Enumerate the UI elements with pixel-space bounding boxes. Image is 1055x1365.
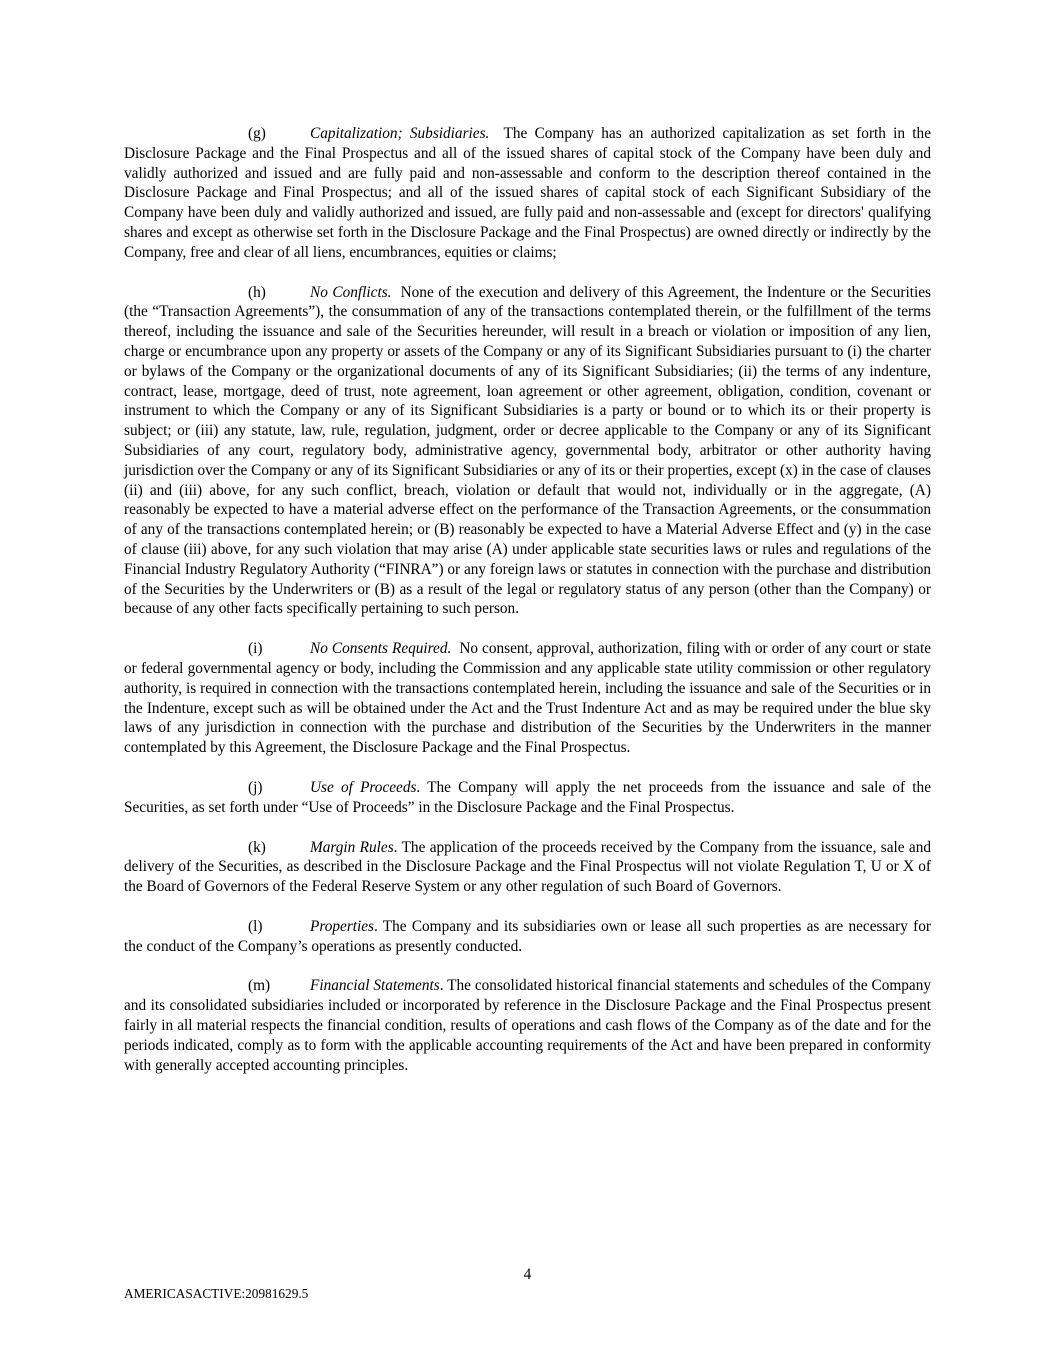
paragraph-number: (m) — [248, 977, 271, 995]
paragraph-number: (h) — [248, 283, 266, 301]
paragraph-number: (g) — [248, 125, 266, 142]
paragraph-text: None of the execution and delivery of this Agreement, the Indenture or the Securities (the “Transaction Agreements”), the consummation of any of the transactions contemplated therein, or the fulfillment of the terms thereof, including the issuance and sale of the Securities hereunder, will result in a breach or violation or imposition of any lien, charge or encumbrance upon any property or assets of the Company or any of its Significant Subsidiaries pursuant to (i) the charter or bylaws of the Company or the organizational documents of any of its Significant Subsidiaries; (ii) the terms of any indenture, contract, lease, mortgage, deed of trust, note agreement, loan agreement or other agreement, obligation, condition, covenant or instrument to which the Company or any of its Significant Subsidiaries is a party or bound or to which its or their property is subject; or (iii) any statute, law, rule, regulation, judgment, order or decree applicable to the Company or any of its Significant Subsidiaries of any court, regulatory body, administrative agency, governmental body, arbitrator or other authority having jurisdiction over the Company or any of its Significant Subsidiaries or any of its or their properties, except (x) in the case of clauses (ii) and (iii) above, for any such conflict, breach, violation or default that would not, individually or in the aggregate, (A) reasonably be expected to have a material adverse effect on the performance of the Transaction Agreements, or the consummation of any of the transactions contemplated herein; or (B) reasonably be expected to have a Material Adverse Effect and (y) in the case of clause (iii) above, for any such violation that may arise (A) under applicable state securities laws or rules and regulations of the Financial Industry Regulatory Authority (“FINRA”) or any foreign laws or statutes in connection with the purchase and distribution of the Securities by the Underwriters or (B) as a result of the legal or regulatory status of any person (other than the Company) or because of any other facts specifically pertaining to such person. — [124, 283, 931, 618]
paragraph-text: . The Company will apply the net proceeds from the issuance and sale of the Securities, as set forth under “Use of Proceeds” in the Disclosure Package and the Final Prospectus. — [124, 778, 931, 816]
page-number: 4 — [523, 1266, 532, 1283]
paragraph-number: (l) — [248, 917, 263, 935]
paragraph-l — [124, 917, 931, 957]
paragraph-text: No consent, approval, authorization, filing with or order of any court or state or federal governmental agency or body, including the Commission and any applicable state utility commission or other regulatory authority, is required in connection with the transactions contemplated herein, including the issuance and sale of the Securities or in the Indenture, except such as will be obtained under the Act and the Trust Indenture Act and as may be required under the blue sky laws of any jurisdiction in connection with the purchase and distribution of the Securities by the Underwriters in the manner contemplated by this Agreement, the Disclosure Package and the Final Prospectus. — [124, 640, 931, 757]
paragraph-i — [124, 639, 931, 758]
document-body — [124, 124, 931, 1095]
paragraph-number: (j) — [248, 778, 263, 796]
paragraph-g — [124, 124, 931, 263]
paragraph-h — [124, 283, 931, 620]
paragraph-m — [124, 976, 931, 1075]
paragraph-heading: No Consents Required. — [310, 640, 452, 658]
paragraph-text: . The Company and its subsidiaries own or lease all such properties as are necessary for the conduct of the Company’s operations as presently conducted. — [124, 917, 931, 955]
paragraph-number: (i) — [248, 640, 263, 658]
paragraph-heading: Use of Proceeds — [310, 778, 417, 796]
paragraph-heading: Margin Rules — [310, 838, 394, 856]
paragraph-heading: No Conflicts. — [310, 283, 392, 301]
paragraph-k — [124, 838, 931, 897]
paragraph-heading: Capitalization; Subsidiaries. — [310, 125, 490, 142]
paragraph-heading: Financial Statements — [310, 977, 440, 995]
paragraph-heading: Properties — [310, 917, 375, 935]
paragraph-text: . The consolidated historical financial statements and schedules of the Company and its consolidated subsidiaries included or incorporated by reference in the Disclosure Package and the Final Prospectus present fairly in all material respects the financial condition, results of operations and cash flows of the Company as of the date and for the periods indicated, comply as to form with the applicable accounting requirements of the Act and have been prepared in conformity with generally accepted accounting principles. — [124, 977, 932, 1074]
paragraph-text: . The application of the proceeds received by the Company from the issuance, sale and delivery of the Securities, as described in the Disclosure Package and the Final Prospectus will not violate Regulation T, U or X of the Board of Governors of the Federal Reserve System or any other regulation of such Board of Governors. — [124, 838, 931, 896]
paragraph-text: The Company has an authorized capitalization as set forth in the Disclosure Package and the Final Prospectus and all of the issued shares of capital stock of the Company have been duly and validly authorized and issued and are fully paid and non-assessable and conform to the description thereof contained in the Disclosure Package and Final Prospectus; and all of the issued shares of capital stock of each Significant Subsidiary of the Company have been duly and validly authorized and issued, are fully paid and non-assessable and (except for directors' qualifying shares and except as otherwise set forth in the Disclosure Package and the Final Prospectus) are owned directly or indirectly by the Company, free and clear of all liens, encumbrances, equities or claims; — [124, 125, 931, 261]
paragraph-number: (k) — [248, 838, 266, 856]
paragraph-j — [124, 778, 931, 818]
document-id: AMERICASACTIVE:20981629.5 — [124, 1286, 309, 1301]
